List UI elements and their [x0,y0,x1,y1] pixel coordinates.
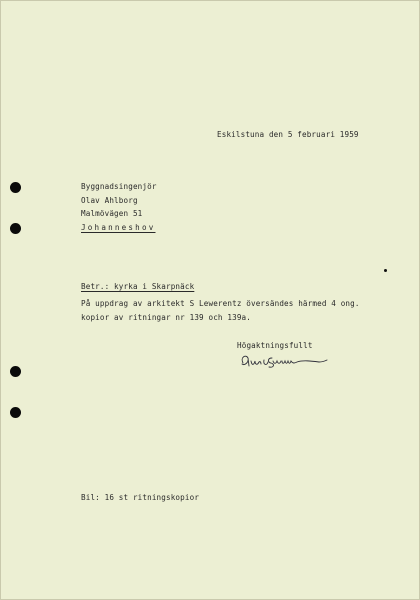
date-line: Eskilstuna den 5 februari 1959 [217,130,359,139]
ink-speck [384,269,387,272]
handwritten-signature [237,349,333,371]
subject-line: Betr.: kyrka i Skarpnäck [81,282,195,291]
punch-hole [10,223,21,234]
closing: Högaktningsfullt [237,341,313,350]
punch-hole [10,407,21,418]
recipient-name: Olav Ahlborg [81,196,138,205]
enclosure-line: Bil: 16 st ritningskopior [81,493,200,502]
punch-hole [10,366,21,377]
body-line-1: På uppdrag av arkitekt S Lewerentz översändes härmed 4 ong. [81,299,360,308]
punch-hole [10,182,21,193]
recipient-city: Johanneshov [81,223,156,232]
recipient-street: Malmövägen 51 [81,209,143,218]
body-line-2: kopior av ritningar nr 139 och 139a. [81,313,251,322]
recipient-title: Byggnadsingenjör [81,182,157,191]
